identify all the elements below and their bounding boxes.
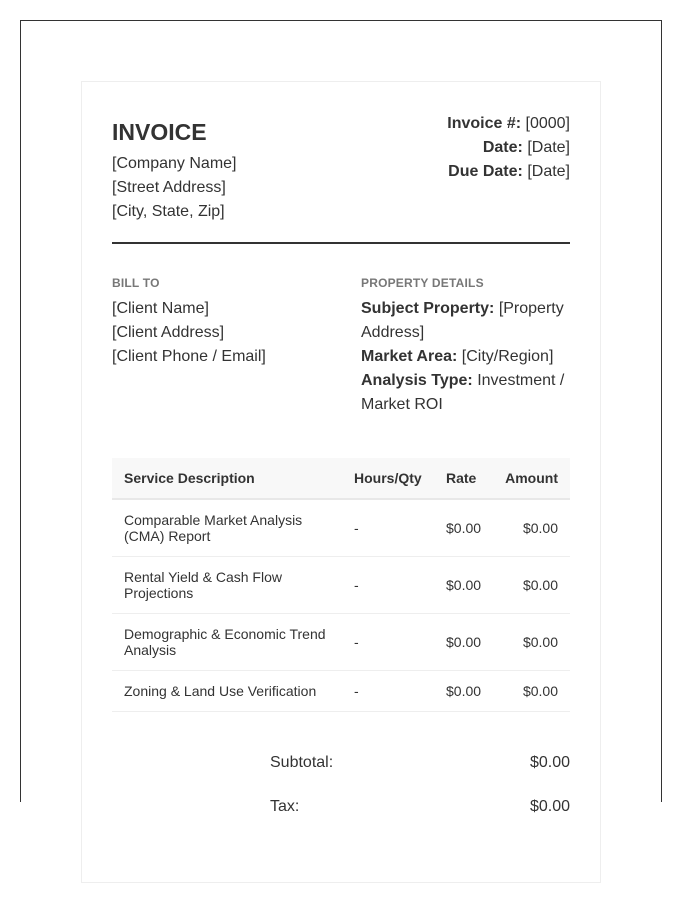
company-city: [City, State, Zip] [112,203,225,220]
due-date-line [447,160,570,184]
rate-cell: $0.00 [434,557,493,614]
service-description-line: Analysis [124,642,177,658]
market-area-value: [City/Region] [461,348,554,365]
company-name: [Company Name] [112,155,237,172]
subtotal-value: $0.00 [529,754,570,771]
service-description-line: Zoning & Land Use Verification [124,683,317,699]
invoice-number-line [447,112,570,136]
header-amount: Amount [493,458,570,499]
date-value: [Date] [527,139,570,156]
header-rate: Rate [434,458,493,499]
rate-cell: $0.00 [434,671,493,712]
tax-label: Tax: [270,798,300,815]
market-area-label: Market Area: [361,348,458,365]
subject-property-value-cont: Address] [361,324,425,341]
amount-cell: $0.00 [493,499,570,557]
property-details-block [361,275,571,417]
service-description-line: Demographic & Economic Trend [124,626,326,642]
tax-value: $0.00 [529,798,570,815]
rate-cell: $0.00 [434,499,493,557]
subtotal-row [112,742,570,786]
client-contact: [Client Phone / Email] [112,348,266,365]
amount-cell: $0.00 [493,614,570,671]
hours-qty-cell: - [342,614,434,671]
service-description-line: (CMA) Report [124,528,211,544]
subtotal-label: Subtotal: [270,754,334,771]
property-details-heading: PROPERTY DETAILS [361,276,484,290]
invoice-header [112,112,570,244]
service-description [112,671,342,712]
parties-section [112,244,570,458]
service-description [112,614,342,671]
header-service-description: Service Description [112,458,342,499]
analysis-type-value-cont: Market ROI [361,396,443,413]
due-date-label: Due Date: [448,163,523,180]
invoice-number-value: [0000] [525,115,570,132]
totals-section [112,742,570,830]
services-table [112,458,570,712]
table-row [112,614,570,671]
service-description-line: Projections [124,585,194,601]
table-row [112,557,570,614]
amount-cell: $0.00 [493,557,570,614]
company-block [112,118,237,224]
invoice-number-label: Invoice #: [447,115,522,132]
subject-property-label: Subject Property: [361,300,495,317]
subject-property-line [361,297,571,321]
subject-property-value: [Property [498,300,564,317]
amount-cell: $0.00 [493,671,570,712]
company-street: [Street Address] [112,179,226,196]
service-description-line: Rental Yield & Cash Flow [124,569,282,585]
analysis-type-label: Analysis Type: [361,372,473,389]
analysis-type-line [361,369,571,393]
tax-row [112,786,570,830]
date-line [447,136,570,160]
invoice-sheet [81,81,601,883]
analysis-type-value: Investment / [477,372,565,389]
invoice-meta [447,112,570,184]
invoice-title: INVOICE [112,119,207,145]
bill-to-heading: BILL TO [112,276,160,290]
rate-cell: $0.00 [434,614,493,671]
page-frame [20,20,662,815]
service-description [112,557,342,614]
due-date-value: [Date] [527,163,570,180]
client-name: [Client Name] [112,300,209,317]
table-header-row [112,458,570,499]
service-description [112,499,342,557]
market-area-line [361,345,571,369]
service-description-line: Comparable Market Analysis [124,512,303,528]
hours-qty-cell: - [342,557,434,614]
table-row [112,671,570,712]
date-label: Date: [482,139,523,156]
header-hours-qty: Hours/Qty [342,458,434,499]
client-address: [Client Address] [112,324,225,341]
table-row [112,499,570,557]
hours-qty-cell: - [342,499,434,557]
bill-to-block [112,275,342,369]
invoice-content [112,112,570,830]
hours-qty-cell: - [342,671,434,712]
